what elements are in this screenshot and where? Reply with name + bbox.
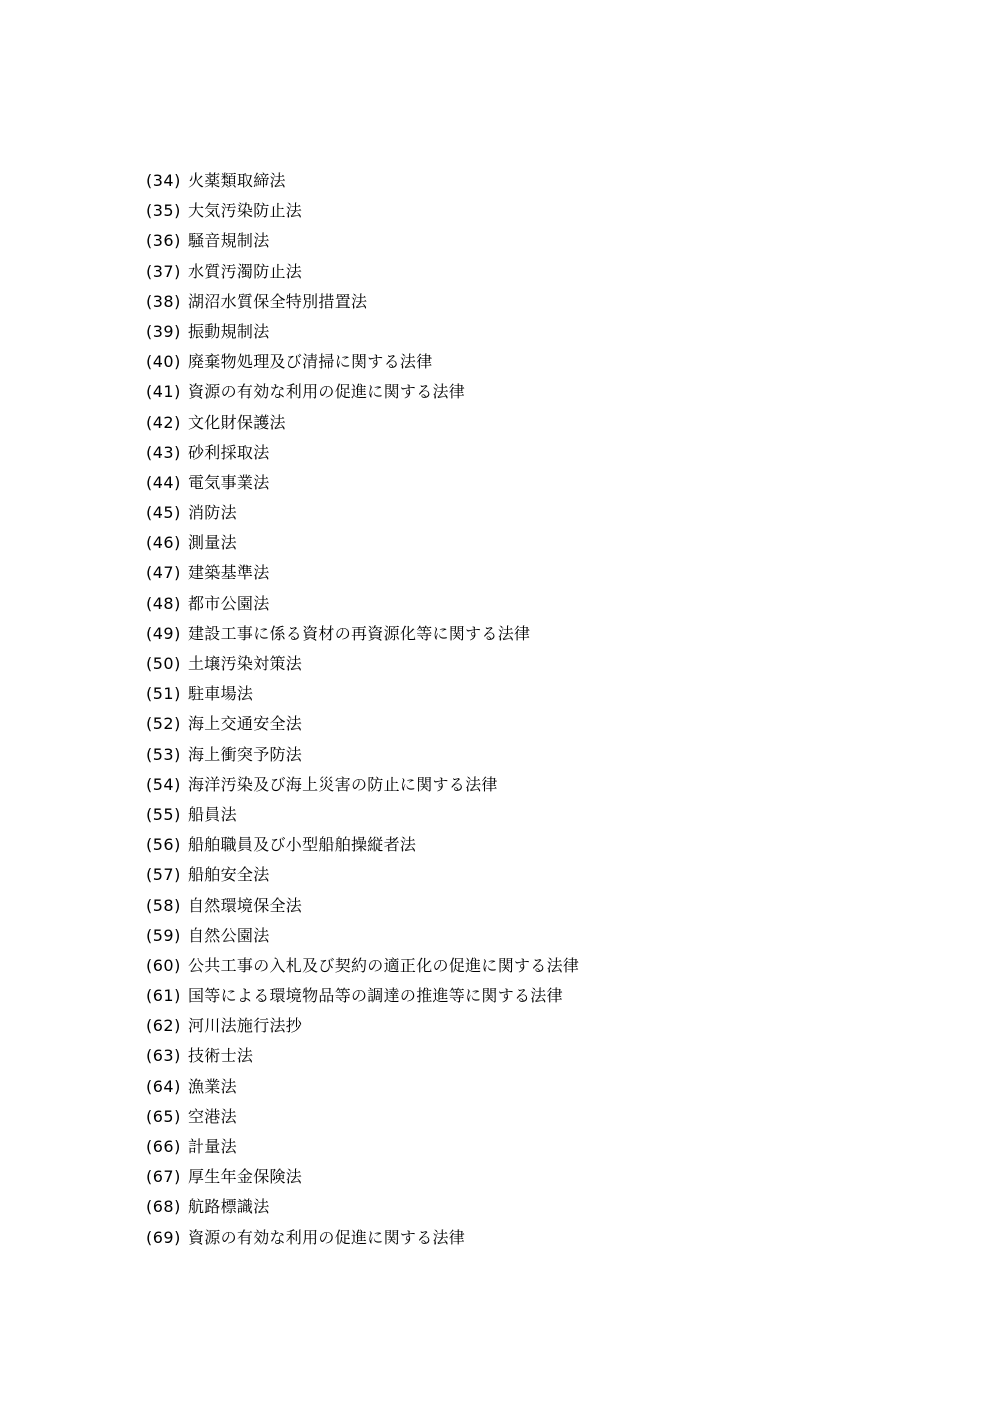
list-item bbox=[146, 498, 866, 528]
law-name: 火薬類取締法 bbox=[188, 171, 286, 190]
item-number: (38) bbox=[146, 291, 181, 311]
law-name: 国等による環境物品等の調達の推進等に関する法律 bbox=[188, 986, 563, 1006]
item-number: (64) bbox=[146, 1076, 181, 1096]
law-name: 海洋汚染及び海上災害の防止に関する法律 bbox=[188, 774, 498, 794]
list-item bbox=[146, 408, 866, 438]
list-item bbox=[146, 438, 866, 468]
list-item bbox=[146, 951, 866, 981]
law-name: 厚生年金保険法 bbox=[188, 1167, 303, 1187]
list-item bbox=[146, 257, 866, 287]
law-name: 建設工事に係る資材の再資源化等に関する法律 bbox=[188, 623, 531, 643]
item-number: (68) bbox=[146, 1197, 181, 1217]
item-number: (62) bbox=[146, 1016, 181, 1036]
list-item bbox=[146, 347, 866, 377]
item-number: (57) bbox=[146, 865, 181, 885]
item-number: (43) bbox=[146, 442, 181, 462]
law-name: 航路標識法 bbox=[188, 1197, 270, 1217]
law-name: 振動規制法 bbox=[188, 321, 270, 341]
law-name: 駐車場法 bbox=[188, 684, 254, 704]
item-number: (35) bbox=[146, 201, 181, 221]
list-item bbox=[146, 1072, 866, 1102]
item-number: (65) bbox=[146, 1106, 181, 1126]
law-name: 都市公園法 bbox=[188, 593, 270, 613]
list-item bbox=[146, 921, 866, 951]
law-name: 船舶安全法 bbox=[188, 865, 270, 885]
list-item bbox=[146, 226, 866, 256]
item-number: (67) bbox=[146, 1167, 181, 1187]
list-item bbox=[146, 1102, 866, 1132]
law-name: 空港法 bbox=[188, 1106, 237, 1126]
list-item bbox=[146, 528, 866, 558]
list-item bbox=[146, 740, 866, 770]
list-item bbox=[146, 468, 866, 498]
item-number: (66) bbox=[146, 1137, 181, 1156]
item-number: (42) bbox=[146, 412, 181, 432]
law-name: 電気事業法 bbox=[188, 472, 270, 492]
law-name: 騒音規制法 bbox=[188, 231, 270, 251]
item-number: (49) bbox=[146, 623, 181, 643]
item-number: (55) bbox=[146, 804, 181, 824]
item-number: (50) bbox=[146, 654, 181, 673]
law-name: 技術士法 bbox=[188, 1046, 254, 1066]
law-name: 自然環境保全法 bbox=[188, 895, 303, 915]
list-item bbox=[146, 709, 866, 739]
list-item bbox=[146, 679, 866, 709]
list-item bbox=[146, 1162, 866, 1192]
law-name: 測量法 bbox=[188, 533, 237, 553]
list-item bbox=[146, 649, 866, 679]
list-item bbox=[146, 377, 866, 407]
law-name: 海上交通安全法 bbox=[188, 714, 303, 734]
list-item bbox=[146, 196, 866, 226]
law-name: 消防法 bbox=[188, 503, 237, 523]
law-name: 資源の有効な利用の促進に関する法律 bbox=[188, 382, 466, 402]
law-name: 公共工事の入札及び契約の適正化の促進に関する法律 bbox=[188, 955, 580, 975]
law-name: 河川法施行法抄 bbox=[188, 1016, 303, 1036]
list-item bbox=[146, 770, 866, 800]
list-item bbox=[146, 619, 866, 649]
list-item bbox=[146, 1192, 866, 1222]
list-item bbox=[146, 860, 866, 890]
item-number: (48) bbox=[146, 593, 181, 613]
list-item bbox=[146, 891, 866, 921]
item-number: (56) bbox=[146, 835, 181, 855]
item-number: (41) bbox=[146, 382, 181, 402]
item-number: (47) bbox=[146, 563, 181, 583]
list-item bbox=[146, 589, 866, 619]
list-item bbox=[146, 1223, 866, 1253]
law-name: 資源の有効な利用の促進に関する法律 bbox=[188, 1227, 466, 1247]
item-number: (36) bbox=[146, 231, 181, 251]
list-item bbox=[146, 166, 866, 196]
item-number: (61) bbox=[146, 986, 181, 1006]
item-number: (69) bbox=[146, 1227, 181, 1247]
law-list bbox=[146, 166, 866, 1253]
list-item bbox=[146, 1011, 866, 1041]
list-item bbox=[146, 287, 866, 317]
law-name: 文化財保護法 bbox=[188, 412, 286, 432]
item-number: (60) bbox=[146, 955, 181, 975]
law-name: 船舶職員及び小型船舶操縦者法 bbox=[188, 835, 417, 855]
law-name: 湖沼水質保全特別措置法 bbox=[188, 291, 368, 311]
law-name: 海上衝突予防法 bbox=[188, 744, 303, 764]
law-name: 自然公園法 bbox=[188, 925, 270, 945]
item-number: (46) bbox=[146, 533, 181, 553]
item-number: (45) bbox=[146, 503, 181, 523]
list-item bbox=[146, 558, 866, 588]
list-item bbox=[146, 1132, 866, 1162]
law-name: 漁業法 bbox=[188, 1076, 237, 1096]
law-name: 大気汚染防止法 bbox=[188, 201, 303, 221]
law-name: 船員法 bbox=[188, 804, 237, 824]
list-item bbox=[146, 1041, 866, 1071]
item-number: (58) bbox=[146, 895, 181, 915]
item-number: (59) bbox=[146, 925, 181, 945]
list-item bbox=[146, 800, 866, 830]
list-item bbox=[146, 317, 866, 347]
law-name: 土壌汚染対策法 bbox=[188, 654, 303, 673]
law-name: 建築基準法 bbox=[188, 563, 270, 583]
law-name: 廃棄物処理及び清掃に関する法律 bbox=[188, 352, 433, 372]
item-number: (34) bbox=[146, 171, 181, 190]
item-number: (54) bbox=[146, 774, 181, 794]
item-number: (53) bbox=[146, 744, 181, 764]
item-number: (51) bbox=[146, 684, 181, 704]
item-number: (63) bbox=[146, 1046, 181, 1066]
law-name: 砂利採取法 bbox=[188, 442, 270, 462]
item-number: (37) bbox=[146, 261, 181, 281]
law-name: 水質汚濁防止法 bbox=[188, 261, 303, 281]
item-number: (44) bbox=[146, 472, 181, 492]
list-item bbox=[146, 981, 866, 1011]
item-number: (52) bbox=[146, 714, 181, 734]
law-name: 計量法 bbox=[188, 1137, 237, 1156]
item-number: (39) bbox=[146, 321, 181, 341]
list-item bbox=[146, 830, 866, 860]
item-number: (40) bbox=[146, 352, 181, 372]
